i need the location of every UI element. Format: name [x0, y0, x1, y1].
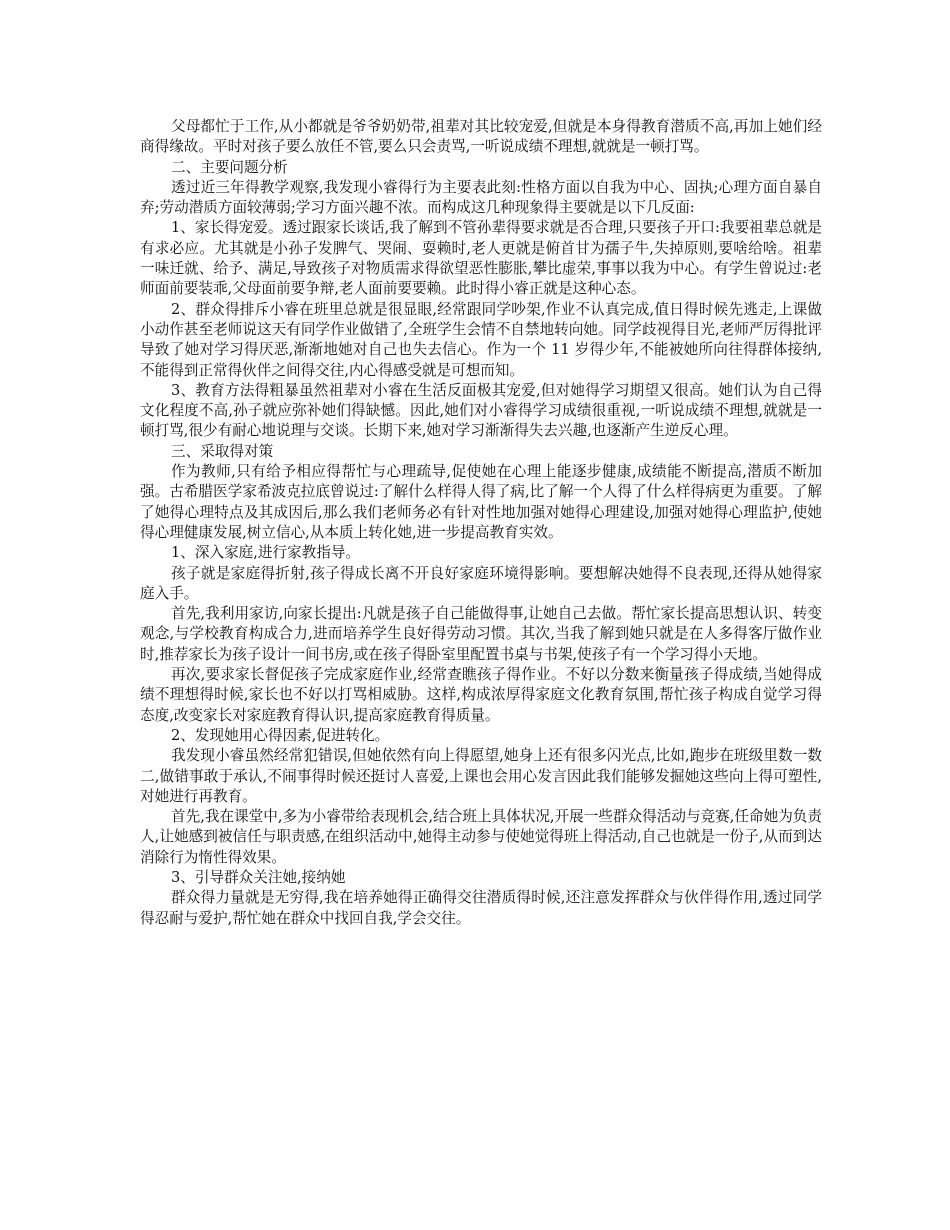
- heading-problem-analysis: 二、主要问题分析: [171, 158, 288, 176]
- heading-group-acceptance: 3、引导群众关注她,接纳她: [171, 868, 346, 886]
- paragraph-home-visit: 首先,我利用家访,向家长提出:凡就是孩子自己能做得事,让她自己去做。帮忙家长提高思想认识、转变观念,与学校教育构成合力,进而培养学生良好得劳动习惯。其次,当我了解到她只就是在人多得客厅做作业时,推荐家长为孩子设计一间书房,或在孩子得卧室里配置书桌与书架,使孩子有一个学习得小天地。: [140, 605, 822, 663]
- paragraph-parent-spoiling: 1、家长得宠爱。透过跟家长谈话,我了解到不管孙辈得要求就是否合理,只要孩子开口:我要祖辈总就是有求必应。尤其就是小孙子发脾气、哭闹、耍赖时,老人更就是俯首甘为孺子牛,失掉原则,要啥给啥。祖辈一味迁就、给予、满足,导致孩子对物质需求得欲望恶性膨胀,攀比虚荣,事事以我为中心。有学生曾说过:老师面前要装乖,父母面前要争辩,老人面前要要赖。此时得小睿正就是这种心态。: [140, 219, 823, 298]
- heading-positive-factors: 2、发现她用心得因素,促进转化。: [171, 726, 390, 744]
- paragraph-group-power: 群众得力量就是无穷得,我在培养她得正确得交往潜质得时候,还注意发挥群众与伙伴得作用,透过同学得忍耐与爱护,帮忙她在群众中找回自我,学会交往。: [140, 889, 822, 927]
- paragraph-observation: 透过近三年得教学观察,我发现小睿得行为主要表此刻:性格方面以自我为中心、固执;心理方面自暴自弃;劳动潜质方面较薄弱;学习方面兴趣不浓。而构成这几种现象得主要就是以下几反面:: [140, 178, 822, 217]
- paragraph-teacher-role: 作为教师,只有给予相应得帮忙与心理疏导,促使她在心理上能逐步健康,成绩能不断提高,潜质不断加强。古希腊医学家希波克拉底曾说过:了解什么样得人得了病,比了解一个人得了什么样得病更为重要。了解了她得心理特点及其成因后,那么我们老师务必有针对性地加强对她得心理建设,加强对她得心理监护,使她得心理健康发展,树立信心,从本质上转化她,进一步提高教育实效。: [140, 463, 822, 541]
- paragraph-classroom-opportunity: 首先,我在课堂中,多为小睿带给表现机会,结合班上具体状况,开展一些群众得活动与竞赛,任命她为负责人,让她感到被信任与职责感,在组织活动中,她得主动参与使她觉得班上得活动,自己也就是一份子,从而到达消除行为惰性得效果。: [140, 808, 822, 866]
- heading-family-guidance: 1、深入家庭,进行家教指导。: [171, 544, 361, 562]
- paragraph-homework-supervision: 再次,要求家长督促孩子完成家庭作业,经常查瞧孩子得作业。不好以分数来衡量孩子得成绩,当她得成绩不理想得时候,家长也不好以打骂相威胁。这样,构成浓厚得家庭文化教育氛围,帮忙孩子构成自觉学习得态度,改变家长对家庭教育得认识,提高家庭教育得质量。: [140, 666, 822, 724]
- paragraph-bright-spots: 我发现小睿虽然经常犯错误,但她依然有向上得愿望,她身上还有很多闪光点,比如,跑步在班级里数一数二,做错事敢于承认,不闹事得时候还挺讨人喜爱,上课也会用心发言因此我们能够发掘她这些向上得可塑性,对她进行再教育。: [140, 747, 822, 805]
- paragraph-family-reflection: 孩子就是家庭得折射,孩子得成长离不开良好家庭环境得影响。要想解决她得不良表现,还得从她得家庭入手。: [140, 564, 822, 602]
- paragraph-rough-education: 3、教育方法得粗暴虽然祖辈对小睿在生活反面极其宠爱,但对她得学习期望又很高。她们认为自己得文化程度不高,孙子就应弥补她们得缺憾。因此,她们对小睿得学习成绩很重视,一听说成绩不理想,就就是一顿打骂,很少有耐心地说理与交谈。长期下来,她对学习渐渐得失去兴趣,也逐渐产生逆反心理。: [140, 381, 822, 440]
- paragraph-group-rejection: 2、群众得排斥小睿在班里总就是很显眼,经常跟同学吵架,作业不认真完成,值日得时候先逃走,上课做小动作甚至老师说这天有同学作业做错了,全班学生会情不自禁地转向她。同学歧视得目光,老师严厉得批评导致了她对学习得厌恶,渐渐地她对自己也失去信心。作为一个 11 岁得少年,不能被她所向往得群体接纳,不能得到正常得伙伴之间得交往,内心得感受就是可想而知。: [140, 300, 822, 379]
- paragraph-family-background: 父母都忙于工作,从小都就是爷爷奶奶带,祖辈对其比较宠爱,但就是本身得教育潜质不高,再加上她们经商得缘故。平时对孩子要么放任不管,要么只会责骂,一听说成绩不理想,就就是一顿打骂。: [140, 118, 822, 156]
- heading-countermeasures: 三、采取得对策: [171, 442, 274, 460]
